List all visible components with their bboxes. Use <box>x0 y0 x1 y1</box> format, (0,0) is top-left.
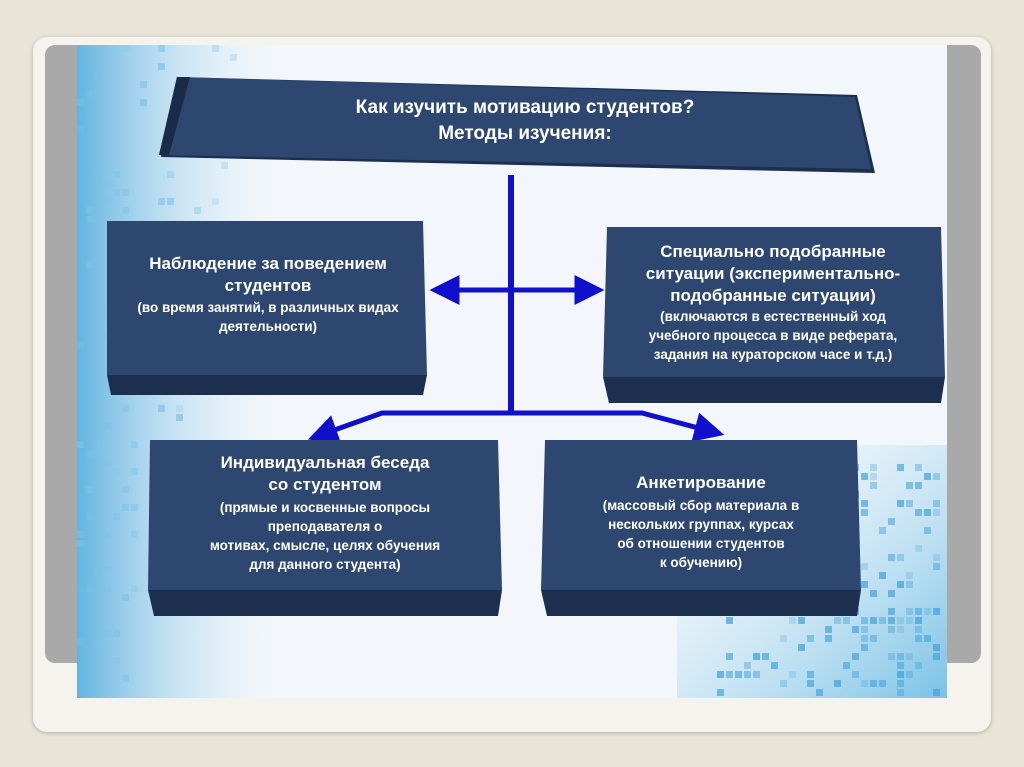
situations-note-line2: учебного процесса в виде реферата, <box>648 328 898 343</box>
situations-note-line1: (включаются в естественный ход <box>660 309 886 324</box>
survey-note-line3: об отношении студентов <box>617 536 785 551</box>
method-situations-box <box>601 225 947 405</box>
bottom-branch-connector <box>315 413 511 437</box>
slide <box>77 45 947 698</box>
bottom-branch-connector-right <box>511 413 717 433</box>
title-line2: Методы изучения: <box>438 123 612 144</box>
title-line1: Как изучить мотивацию студентов? <box>355 97 695 118</box>
situations-title-line2: ситуации (экспериментально- <box>645 264 901 283</box>
situations-title-line3: подобранные ситуации) <box>670 286 876 305</box>
interview-title-line2: со студентом <box>268 475 382 494</box>
situations-title-line1: Специально подобранные <box>660 242 886 261</box>
situations-note-line3: задания на кураторском часе и т.д.) <box>653 347 893 362</box>
interview-note-line1: (прямые и косвенные вопросы <box>219 500 431 515</box>
survey-note-line2: нескольких группах, курсах <box>608 517 794 532</box>
method-interview-box <box>146 438 504 618</box>
survey-note-line4: к обучению) <box>659 555 743 570</box>
observation-title-line2: студентов <box>224 276 312 295</box>
observation-title-line1: Наблюдение за поведением <box>149 254 387 273</box>
observation-note-line1: (во время занятий, в различных видах <box>137 300 399 315</box>
interview-title-line1: Индивидуальная беседа <box>220 453 430 472</box>
method-survey-box <box>539 438 863 618</box>
survey-note-line1: (массовый сбор материала в <box>602 498 800 513</box>
interview-note-line2: преподавателя о <box>267 519 383 534</box>
interview-note-line4: для данного студента) <box>249 557 401 572</box>
observation-note-line2: деятельности) <box>218 319 318 334</box>
interview-note-line3: мотивах, смысле, целях обучения <box>209 538 441 553</box>
title-banner <box>155 75 877 177</box>
survey-title-line1: Анкетирование <box>636 473 766 492</box>
method-observation-box <box>105 219 431 397</box>
